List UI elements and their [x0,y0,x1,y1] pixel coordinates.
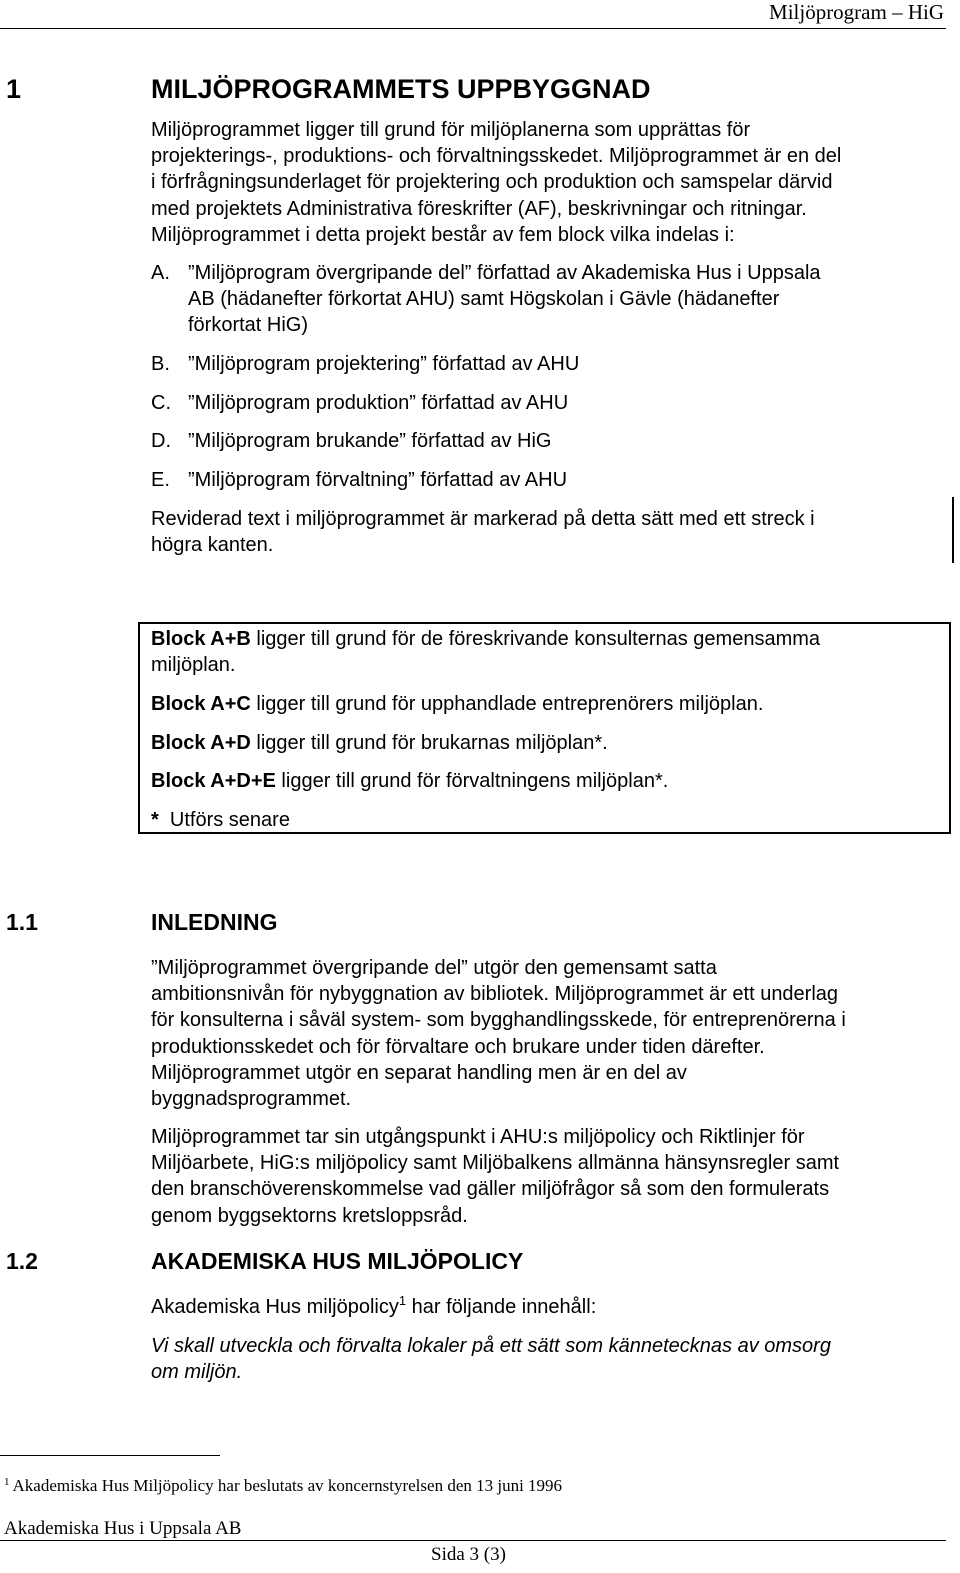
footnote-mark: 1 [4,1476,10,1488]
block-item-d: ”Miljöprogram brukande” författad av HiG [188,430,552,452]
box-row-cont: miljöplan. [151,654,236,677]
section-1-2-title: AKADEMISKA HUS MILJÖPOLICY [151,1248,524,1274]
policy-lead-tail: har följande innehåll: [406,1296,597,1318]
text-line: Miljöprogrammet tar sin utgångspunkt i AHU:s miljöpolicy och Riktlinjer för [151,1126,805,1148]
policy-quote [151,1333,831,1385]
running-header: Miljöprogram – HiG [769,0,944,24]
box-row-ac [151,691,763,717]
block-item-a [188,260,821,339]
text-line: för konsulterna i såväl system- som bygghandlingsskede, för entreprenörerna i [151,1009,846,1032]
text-line: Miljöprogrammet ligger till grund för miljöplanerna som upprättas för [151,119,751,141]
text-line: Reviderad text i miljöprogrammet är markerad på detta sätt med ett streck i [151,508,815,530]
block-letter-a: A. [151,262,170,284]
block-letter-d: D. [151,430,171,452]
text-line: ”Miljöprogrammet övergripande del” utgör den gemensamt satta [151,957,717,979]
section-1-intro [151,117,841,248]
box-row-note [151,807,290,833]
box-row-text: ligger till grund för upphandlade entreprenörers miljöplan. [250,693,764,715]
box-row-text: Utförs senare [158,809,290,831]
header-rule [0,28,946,29]
text-line: den branschöverenskommelse vad gäller miljöfrågor så som den formulerats [151,1178,830,1201]
text-line: Vi skall utveckla och förvalta lokaler på ett sätt som kännetecknas av omsorg [151,1335,831,1357]
asterisk-mark: * [151,809,159,831]
text-line: genom byggsektorns kretsloppsråd. [151,1204,468,1227]
policy-lead-text: Akademiska Hus miljöpolicy [151,1296,399,1318]
policy-lead [151,1294,596,1320]
block-item-c: ”Miljöprogram produktion” författad av AHU [188,392,569,414]
section-1-1-para-1 [151,955,846,1112]
revision-note [151,506,815,558]
text-line: produktionsskedet och för förvaltare och brukare under tiden därefter. [151,1035,765,1058]
section-1-1-para-2 [151,1124,839,1229]
text-line: ambitionsnivån för nybyggnation av bibliotek. Miljöprogrammet är ett underlag [151,983,839,1006]
text-line: Miljöprogrammet i detta projekt består av fem block vilka indelas i: [151,223,735,246]
text-line: AB (hädanefter förkortat AHU) samt Högskolan i Gävle (hädanefter [188,288,780,311]
text-line: Miljöprogrammet utgör en separat handling men är en del av [151,1061,687,1084]
section-1-title: MILJÖPROGRAMMETS UPPBYGGNAD [151,74,651,104]
revision-bar [952,497,954,563]
footer-rule [0,1540,946,1541]
block-letter-c: C. [151,392,171,414]
block-item-e: ”Miljöprogram förvaltning” författad av AHU [188,469,568,491]
box-row-ade [151,768,668,794]
block-letter-b: B. [151,353,170,375]
box-row-text: ligger till grund för förvaltningens miljöplan*. [275,770,669,792]
text-line: om miljön. [151,1361,243,1384]
box-row-text: ligger till grund för de föreskrivande konsulternas gemensamma [250,628,821,650]
page-number: Sida 3 (3) [431,1544,506,1565]
text-line: ”Miljöprogram övergripande del” författad av Akademiska Hus i Uppsala [188,262,821,284]
box-row-label: Block A+D [151,732,251,754]
footnote-text: Akademiska Hus Miljöpolicy har beslutats av koncernstyrelsen den 13 juni 1996 [12,1476,563,1495]
block-letter-e: E. [151,469,170,491]
text-line: i förfrågningsunderlaget för projektering och produktion och samspelar därvid [151,171,833,194]
section-1-1-number: 1.1 [6,909,38,935]
text-line: Miljöarbete, HiG:s miljöpolicy samt Miljöbalkens allmänna hänsynsregler samt [151,1152,840,1175]
box-row-text: ligger till grund för brukarnas miljöplan*. [250,732,608,754]
footer-org: Akademiska Hus i Uppsala AB [4,1518,242,1539]
box-row-ab [151,626,820,678]
text-line: högra kanten. [151,534,274,557]
box-row-label: Block A+B [151,628,251,650]
box-row-label: Block A+D+E [151,770,276,792]
section-1-2-number: 1.2 [6,1248,38,1274]
box-row-ad [151,730,608,756]
text-line: med projektets Administrativa föreskrifter (AF), beskrivningar och ritningar. [151,197,807,220]
footnote-reference[interactable]: 1 [398,1293,407,1308]
box-row-label: Block A+C [151,693,251,715]
footnote-rule [0,1455,220,1456]
text-line: projekterings-, produktions- och förvaltningsskedet. Miljöprogrammet är en del [151,145,842,168]
text-line: förkortat HiG) [188,314,309,337]
section-1-number: 1 [6,74,22,104]
footnote [4,1471,562,1497]
block-item-b: ”Miljöprogram projektering” författad av AHU [188,353,580,375]
text-line: byggnadsprogrammet. [151,1088,352,1111]
section-1-1-title: INLEDNING [151,909,278,935]
